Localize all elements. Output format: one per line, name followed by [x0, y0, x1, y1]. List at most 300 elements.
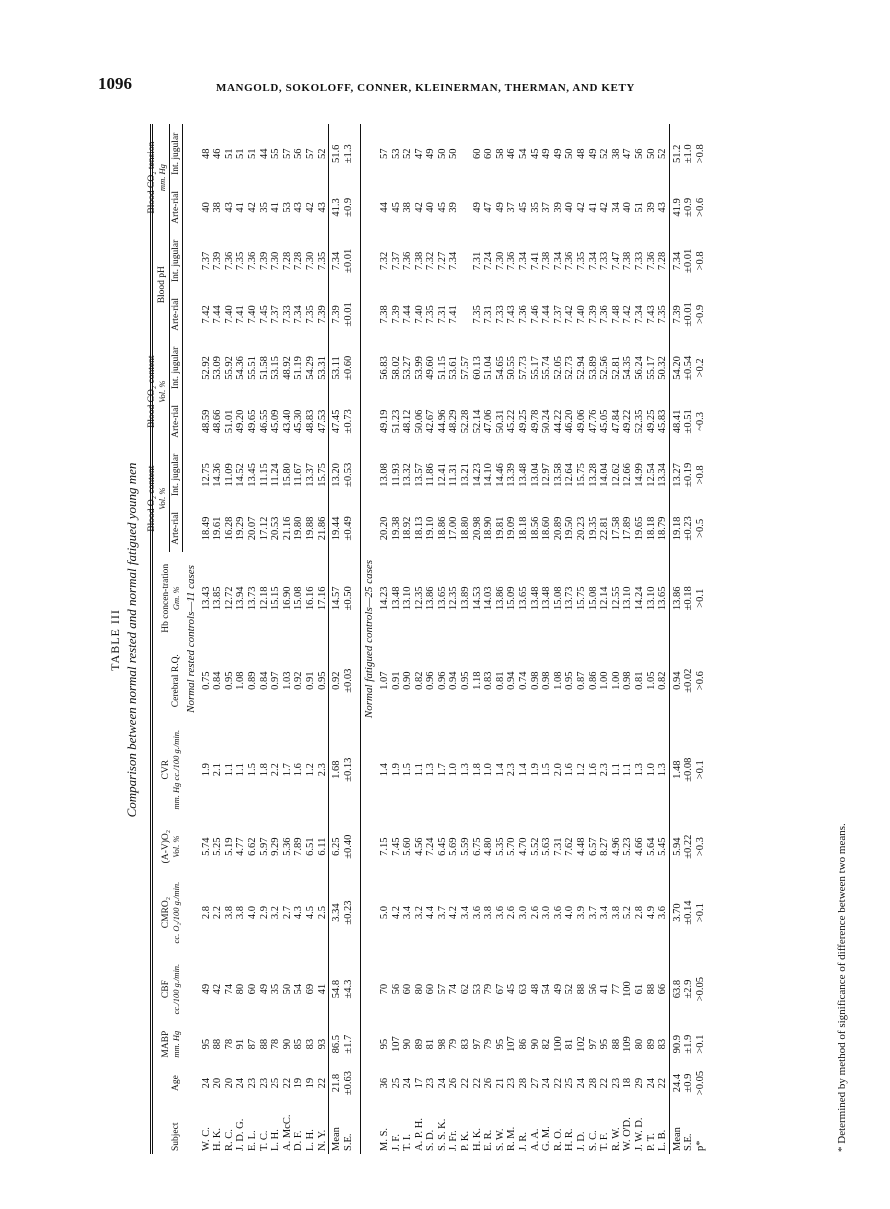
value-cell: 13.48	[390, 586, 402, 611]
value-cell: 55.51	[246, 356, 258, 380]
value-cell: 7.33	[599, 251, 611, 271]
value-cell: 52	[599, 148, 611, 160]
value-cell: ±0.53	[342, 462, 354, 487]
summary-row	[669, 124, 683, 1154]
value-cell: 3.4	[460, 906, 472, 920]
value-cell: 45.30	[293, 409, 305, 434]
value-cell: 13.04	[529, 463, 541, 487]
value-cell: 40	[425, 202, 437, 213]
value-cell: 7.43	[506, 305, 518, 324]
value-cell: 7.39	[669, 291, 683, 339]
value-cell: 49.78	[529, 409, 541, 434]
value-cell: 24	[576, 1077, 587, 1089]
value-cell: 7.40	[246, 305, 258, 324]
value-cell: 22	[599, 1077, 611, 1089]
value-cell: 54	[293, 983, 305, 995]
value-cell: 36	[378, 1077, 390, 1089]
value-cell: 44	[258, 148, 270, 160]
value-cell: 54	[518, 148, 530, 160]
value-cell: 13.37	[304, 463, 316, 487]
table-row	[646, 124, 658, 1154]
value-cell: 41.9	[669, 184, 683, 232]
value-cell: 5.97	[258, 837, 270, 856]
value-cell: 90	[529, 1038, 541, 1050]
value-cell: 22	[471, 1077, 483, 1089]
value-cell: 4.96	[610, 837, 622, 856]
row-label-cell: T. C.	[258, 1130, 270, 1151]
value-cell: ±0.49	[342, 516, 354, 541]
value-cell: 2.3	[506, 763, 518, 777]
value-cell: 47.06	[483, 409, 495, 434]
value-cell: 7.40	[223, 305, 235, 324]
value-cell: ±0.01	[342, 302, 354, 327]
row-label-cell: P. T.	[645, 1133, 657, 1151]
row-label-cell: R. C.	[223, 1129, 235, 1151]
value-cell: 7.15	[378, 837, 390, 856]
value-cell: 18.13	[413, 516, 425, 541]
value-cell: 13.86	[425, 586, 437, 611]
value-cell: 52	[316, 148, 328, 160]
value-cell: ±0.18	[683, 586, 695, 611]
value-cell: 11.09	[223, 463, 235, 487]
value-cell: 3.6	[471, 906, 483, 920]
table-row	[599, 124, 611, 1154]
value-cell: 3.6	[552, 906, 564, 920]
value-cell: 7.39	[212, 251, 224, 271]
row-label-cell: J. R.	[518, 1132, 530, 1151]
value-cell: 12.18	[258, 586, 270, 611]
value-cell: 1.08	[552, 671, 564, 690]
value-cell: 43	[223, 202, 235, 213]
value-cell: 22	[460, 1077, 472, 1089]
col-group-co2: Blood CO₂ content Vol. %	[146, 338, 170, 445]
value-cell: 7.43	[645, 305, 657, 324]
value-cell: 2.6	[529, 906, 541, 920]
value-cell: 88	[610, 1038, 622, 1050]
value-cell: 42	[304, 202, 316, 213]
value-cell: ±0.9	[683, 197, 695, 217]
value-cell: 43	[293, 202, 305, 213]
value-cell: 3.7	[436, 906, 448, 920]
value-cell: 49.20	[235, 409, 247, 434]
value-cell: 0.83	[483, 671, 495, 690]
value-cell: 3.34	[329, 871, 343, 954]
value-cell: 0.98	[622, 671, 634, 690]
col-rq: Cerebral R.Q.	[170, 654, 181, 708]
value-cell: 39	[552, 202, 564, 213]
col-mabp: MABP mm. Hg	[160, 1030, 181, 1058]
value-cell: 45.83	[657, 409, 669, 434]
table-label: TABLE III	[108, 609, 122, 671]
value-cell: 28	[587, 1077, 599, 1089]
value-cell: 19.61	[212, 516, 224, 541]
value-cell: 20.53	[270, 516, 282, 541]
col-group-pco2: Blood CO₂ tension mm. Hg	[146, 124, 170, 231]
value-cell: 7.39	[316, 305, 328, 324]
table-row	[305, 124, 317, 1154]
value-cell: ±1.3	[342, 144, 354, 164]
value-cell: 2.9	[258, 906, 270, 920]
value-cell: 4.5	[304, 906, 316, 920]
value-cell: 19.09	[506, 516, 518, 541]
col-cbf: CBF cc./100 g./min.	[160, 963, 181, 1015]
value-cell: 52	[564, 983, 576, 995]
value-cell: 12.64	[564, 463, 576, 487]
value-cell: ±0.50	[342, 586, 354, 611]
value-cell: 1.1	[235, 763, 247, 777]
value-cell: 13.28	[587, 463, 599, 487]
value-cell: 41	[599, 983, 611, 995]
value-cell: 7.38	[378, 305, 390, 324]
value-cell: 49.19	[378, 409, 390, 434]
value-cell: 17.58	[610, 516, 622, 541]
value-cell: 12.41	[436, 463, 448, 487]
value-cell: 7.35	[576, 251, 587, 271]
value-cell: 7.31	[483, 305, 495, 324]
value-cell: 50	[436, 148, 448, 160]
value-cell: 14.23	[378, 586, 390, 611]
table-row	[212, 124, 224, 1154]
value-cell: 19.10	[425, 516, 437, 541]
value-cell: 52	[657, 148, 669, 160]
value-cell: 4.2	[448, 906, 460, 920]
value-cell: 49	[552, 148, 564, 160]
value-cell: 53.99	[413, 356, 425, 380]
value-cell: 20.07	[246, 516, 258, 541]
value-cell: 49.25	[645, 409, 657, 434]
value-cell: ±0.9	[342, 197, 354, 217]
value-cell: 57.73	[518, 356, 530, 380]
value-cell: 47.45	[329, 398, 343, 446]
value-cell: 7.44	[212, 305, 224, 324]
value-cell: 89	[645, 1038, 657, 1050]
value-cell: 5.59	[460, 837, 472, 856]
value-cell: 53	[471, 983, 483, 995]
value-cell: 7.24	[425, 837, 437, 856]
value-cell: 13.27	[669, 445, 683, 504]
value-cell: 52.35	[633, 409, 645, 434]
table-row	[379, 124, 391, 1154]
value-cell: 57	[378, 148, 390, 160]
value-cell: 1.5	[246, 763, 258, 777]
value-cell: 1.5	[402, 763, 414, 777]
value-cell: 51.01	[223, 409, 235, 434]
value-cell: 66	[657, 983, 669, 995]
value-cell: 17.00	[448, 516, 460, 541]
value-cell: 7.34	[448, 251, 460, 271]
value-cell: 54.36	[235, 356, 247, 380]
summary-row	[695, 124, 707, 1154]
table-body	[183, 124, 707, 1154]
value-cell: 49.22	[622, 409, 634, 434]
row-label-cell: H. R.	[564, 1128, 576, 1151]
value-cell: ±2.9	[683, 979, 695, 999]
value-cell: 102	[576, 1036, 587, 1053]
table-row	[282, 124, 294, 1154]
value-cell: 45	[518, 202, 530, 213]
value-cell: 1.8	[471, 763, 483, 777]
value-cell: 13.08	[378, 463, 390, 487]
value-cell: 12.66	[622, 463, 634, 487]
value-cell: 5.19	[223, 837, 235, 856]
value-cell: 41	[587, 202, 599, 213]
value-cell: 0.98	[541, 671, 553, 690]
value-cell: 5.35	[494, 837, 506, 856]
value-cell: 0.95	[223, 671, 235, 690]
value-cell: 0.74	[518, 671, 530, 690]
value-cell: 107	[390, 1036, 402, 1053]
value-cell: 7.33	[494, 305, 506, 324]
value-cell: 26	[483, 1077, 495, 1089]
value-cell: 7.32	[425, 251, 437, 271]
value-cell: 54.8	[329, 954, 343, 1024]
value-cell: 7.37	[390, 251, 402, 271]
value-cell: 7.41	[529, 251, 541, 271]
value-cell: 24	[200, 1077, 212, 1089]
value-cell: 78	[223, 1038, 235, 1050]
value-cell: 1.08	[235, 671, 247, 690]
value-cell: 57	[281, 148, 293, 160]
value-cell: 8.27	[599, 837, 611, 856]
table-row	[530, 124, 542, 1154]
summary-row	[329, 124, 343, 1154]
value-cell: 13.86	[494, 586, 506, 611]
table-row	[247, 124, 259, 1154]
value-cell: 42.67	[425, 409, 437, 434]
value-cell: 89	[413, 1038, 425, 1050]
value-cell: 1.18	[471, 671, 483, 690]
table-row	[541, 124, 553, 1154]
value-cell: 93	[316, 1038, 328, 1050]
value-cell: 7.36	[518, 305, 530, 324]
value-cell: 7.45	[390, 837, 402, 856]
value-cell: 15.08	[552, 586, 564, 611]
value-cell: 12.35	[413, 586, 425, 611]
value-cell: 20.98	[471, 516, 483, 541]
value-cell: 0.95	[564, 671, 576, 690]
value-cell: 1.1	[413, 763, 425, 777]
value-cell: 17	[413, 1077, 425, 1089]
table-row	[576, 124, 588, 1154]
value-cell: 52	[402, 148, 414, 160]
value-cell: 48	[576, 148, 587, 160]
value-cell: 49	[494, 202, 506, 213]
value-cell: 1.6	[587, 763, 599, 777]
value-cell: 7.28	[281, 251, 293, 271]
value-cell: 1.3	[657, 763, 669, 777]
value-cell: 13.65	[657, 586, 669, 611]
value-cell: 0.91	[390, 671, 402, 690]
value-cell: 79	[448, 1038, 460, 1050]
value-cell: 18.18	[518, 516, 530, 541]
value-cell: 51.23	[390, 409, 402, 434]
value-cell: 7.31	[552, 837, 564, 856]
value-cell: 55.17	[529, 356, 541, 380]
value-cell: 5.23	[622, 837, 634, 856]
value-cell: 2.3	[316, 763, 328, 777]
value-cell: 7.39	[258, 251, 270, 271]
value-cell: 14.99	[633, 463, 645, 487]
value-cell: 78	[270, 1038, 282, 1050]
value-cell: 109	[622, 1036, 634, 1053]
value-cell: 49	[541, 148, 553, 160]
col-cvr: CVR mm. Hg cc./100 g./min.	[160, 729, 181, 810]
value-cell: 15.80	[281, 463, 293, 487]
value-cell: ±0.13	[342, 757, 354, 782]
table-row	[259, 124, 271, 1154]
value-cell: ~0.3	[694, 411, 706, 431]
value-cell: 50.24	[541, 409, 553, 434]
value-cell: 19.29	[235, 516, 247, 541]
value-cell: 3.8	[610, 906, 622, 920]
value-cell: 14.24	[633, 586, 645, 611]
value-cell: 53.09	[212, 356, 224, 380]
value-cell: 11.31	[448, 463, 460, 487]
value-cell: 18	[622, 1077, 634, 1089]
value-cell: 13.34	[657, 463, 669, 487]
col-subject: Subject	[170, 1122, 181, 1151]
value-cell: 63	[518, 983, 530, 995]
value-cell: 13.48	[541, 586, 553, 611]
value-cell: 50.55	[506, 356, 518, 380]
value-cell: 4.77	[235, 837, 247, 856]
value-cell: 52.56	[599, 356, 611, 380]
value-cell: 0.82	[657, 671, 669, 690]
value-cell: 40	[564, 202, 576, 213]
value-cell: 19.81	[494, 516, 506, 541]
row-label-cell: D. F.	[293, 1130, 305, 1151]
value-cell: 44	[378, 202, 390, 213]
value-cell: 14.46	[494, 463, 506, 487]
value-cell: 2.5	[316, 906, 328, 920]
value-cell: 2.1	[212, 763, 224, 777]
value-cell: 5.70	[506, 837, 518, 856]
value-cell: 23	[610, 1077, 622, 1089]
value-cell: 5.52	[529, 837, 541, 856]
value-cell: 7.44	[402, 305, 414, 324]
value-cell: 6.51	[304, 837, 316, 856]
value-cell: 5.94	[669, 822, 683, 871]
value-cell: 13.58	[552, 463, 564, 487]
value-cell: 95	[599, 1038, 611, 1050]
value-cell: 11.93	[390, 463, 402, 487]
table-row	[201, 124, 213, 1154]
value-cell: 7.36	[645, 251, 657, 271]
value-cell: 45	[529, 148, 541, 160]
value-cell: 0.91	[304, 671, 316, 690]
value-cell: 50	[564, 148, 576, 160]
value-cell: 1.07	[378, 671, 390, 690]
value-cell: 13.10	[402, 586, 414, 611]
col-ph-jugular: Int. jugular	[170, 231, 183, 290]
col-co2-arterial: Arte-rial	[170, 398, 183, 446]
value-cell: 7.36	[564, 251, 576, 271]
value-cell: 28	[518, 1077, 530, 1089]
value-cell: 18.60	[541, 516, 553, 541]
row-label-cell: S. D.	[425, 1129, 437, 1151]
value-cell: 80	[633, 1038, 645, 1050]
value-cell: 25	[270, 1077, 282, 1089]
value-cell: 7.35	[304, 305, 316, 324]
value-cell: 18.90	[483, 516, 495, 541]
table-row	[622, 124, 634, 1154]
value-cell: 7.24	[483, 251, 495, 271]
value-cell: 12.72	[223, 586, 235, 611]
value-cell: 83	[460, 1038, 472, 1050]
table-row	[270, 124, 282, 1154]
value-cell: 5.36	[281, 837, 293, 856]
value-cell: 1.1	[223, 763, 235, 777]
value-cell: 50.32	[657, 356, 669, 380]
value-cell: ±0.23	[342, 900, 354, 925]
value-cell: 15.75	[576, 586, 587, 611]
value-cell: 44.22	[552, 409, 564, 434]
value-cell: >0.1	[694, 1034, 706, 1054]
value-cell: 25	[564, 1077, 576, 1089]
value-cell: 19.50	[564, 516, 576, 541]
value-cell: 24.4	[669, 1064, 683, 1101]
value-cell: 100	[622, 981, 634, 997]
table-title: Comparison between normal rested and normal fatigued young men	[124, 462, 139, 818]
value-cell: 7.35	[425, 305, 437, 324]
value-cell: 0.94	[506, 671, 518, 690]
value-cell: 13.10	[645, 586, 657, 611]
value-cell: ±0.51	[683, 409, 695, 434]
value-cell: 57	[304, 148, 316, 160]
value-cell: 79	[483, 1038, 495, 1050]
row-label-cell: H. K.	[212, 1127, 224, 1151]
value-cell: 48.12	[402, 409, 414, 434]
value-cell: ±0.01	[683, 248, 695, 273]
value-cell: >0.1	[694, 760, 706, 780]
value-cell: 3.7	[587, 906, 599, 920]
value-cell: 7.42	[564, 305, 576, 324]
value-cell: 49	[552, 983, 564, 995]
value-cell: 4.9	[645, 906, 657, 920]
value-cell: 45	[506, 983, 518, 995]
col-pco2-jugular: Int. jugular	[170, 124, 183, 184]
value-cell: ±0.9	[683, 1073, 695, 1093]
value-cell: 12.14	[599, 586, 611, 611]
value-cell: >0.1	[694, 588, 706, 608]
value-cell: 24	[645, 1077, 657, 1089]
value-cell: 54.20	[669, 338, 683, 397]
value-cell: 53.15	[270, 356, 282, 380]
value-cell: 95	[378, 1038, 390, 1050]
value-cell: 54.65	[494, 356, 506, 380]
value-cell: 41	[270, 202, 282, 213]
value-cell: 43	[316, 202, 328, 213]
value-cell: ±0.63	[342, 1071, 354, 1096]
value-cell: 82	[541, 1038, 553, 1050]
value-cell: 42	[576, 202, 587, 213]
value-cell: 86	[518, 1038, 530, 1050]
value-cell: 48.29	[448, 409, 460, 434]
value-cell: 13.45	[246, 463, 258, 487]
value-cell: 55.74	[541, 356, 553, 380]
row-label-cell: G. M.	[541, 1126, 553, 1151]
value-cell: 48.59	[200, 409, 212, 434]
value-cell: 7.30	[304, 251, 316, 271]
value-cell: 13.65	[436, 586, 448, 611]
value-cell: 0.95	[460, 671, 472, 690]
value-cell: 0.96	[425, 671, 437, 690]
value-cell: 81	[425, 1038, 437, 1050]
value-cell: 3.2	[413, 906, 425, 920]
value-cell: 49	[258, 983, 270, 995]
row-label-cell: J. Fr.	[448, 1130, 460, 1151]
value-cell: 5.45	[657, 837, 669, 856]
